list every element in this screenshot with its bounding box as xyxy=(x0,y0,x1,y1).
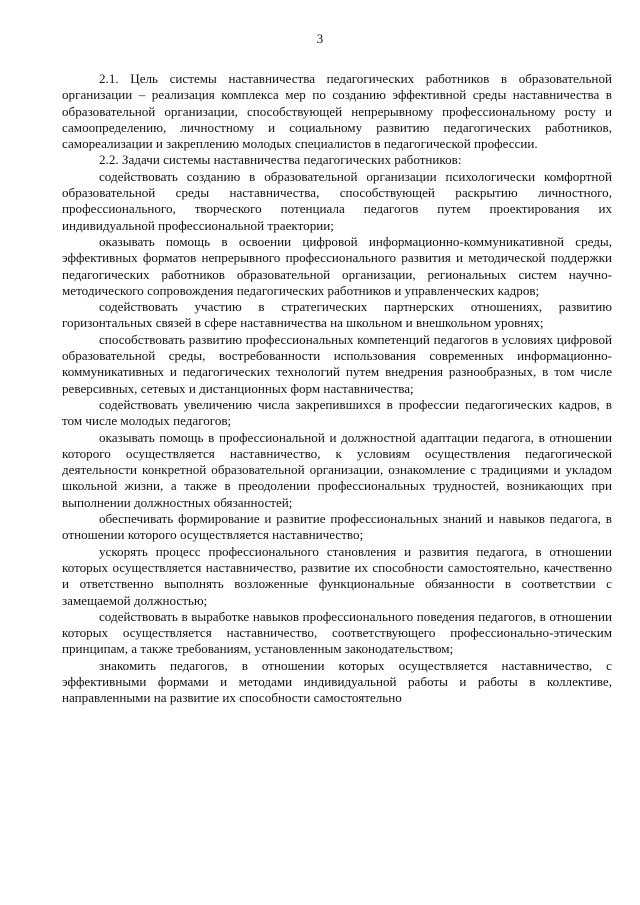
task-item: содействовать участию в стратегических партнерских отношениях, развитию горизонтальных связей в сфере наставничества на школьном и внешкольном уровнях; xyxy=(62,299,612,331)
task-item: способствовать развитию профессиональных компетенций педагогов в условиях цифровой образовательной среды, востребованности использования современных информационно-коммуникативных и педагогических технологий путем внедрения разнообразных, в том числе реверсивных, сетевых и дистанционных форм наставничества; xyxy=(62,331,612,396)
task-item: знакомить педагогов, в отношении которых осуществляется наставничество, с эффективными формами и методами индивидуальной работы и работы в коллективе, направленными на развитие их способности самостоятельно xyxy=(62,657,612,706)
task-item: содействовать увеличению числа закрепившихся в профессии педагогических кадров, в том числе молодых педагогов; xyxy=(62,396,612,429)
paragraph-2-2-tasks-heading: 2.2. Задачи системы наставничества педагогических работников: xyxy=(99,152,462,168)
task-item: содействовать созданию в образовательной организации психологически комфортной образовательной среды наставничества, способствующей раскрытию личностного, профессионального, творческого потенциала педагогов путем проектирования их индивидуальной профессиональной траектории; xyxy=(62,168,612,233)
paragraph-2-1-goal: 2.1. Цель системы наставничества педагогических работников в образовательной организации – реализация комплекса мер по созданию эффективной среды наставничества в образовательной организации, способствующей непрерывному профессиональному росту и самоопределению, личностному и социальному развитию педагогических работников, самореализации и закреплению молодых специалистов в педагогической профессии. xyxy=(62,71,612,152)
task-item: содействовать в выработке навыков профессионального поведения педагогов, в отношении которых осуществляется наставничество, соответствующего профессионально-этическим принципам, а также требованиям, установленным законодательством; xyxy=(62,608,612,657)
task-item: ускорять процесс профессионального становления и развития педагога, в отношении которых осуществляется наставничество, развитие их способности самостоятельно, качественно и ответственно выполнять возложенные функциональные обязанности в соответствии с замещаемой должностью; xyxy=(62,543,612,608)
task-item: оказывать помощь в профессиональной и должностной адаптации педагога, в отношении которого осуществляется наставничество, к условиям осуществления педагогической деятельности конкретной образовательной организации, ознакомление с традициями и укладом школьной жизни, а также в преодолении профессиональных трудностей, возникающих при выполнении должностных обязанностей; xyxy=(62,429,612,510)
task-item: обеспечивать формирование и развитие профессиональных знаний и навыков педагога, в отношении которого осуществляется наставничество; xyxy=(62,511,612,543)
task-item: оказывать помощь в освоении цифровой информационно-коммуникативной среды, эффективных форматов непрерывного профессионального развития и методической поддержки педагогических работников образовательной организации, региональных систем научно-методического сопровождения педагогических работников и управленческих кадров; xyxy=(62,233,612,298)
page-number: 3 xyxy=(316,31,324,46)
document-body xyxy=(62,71,612,707)
